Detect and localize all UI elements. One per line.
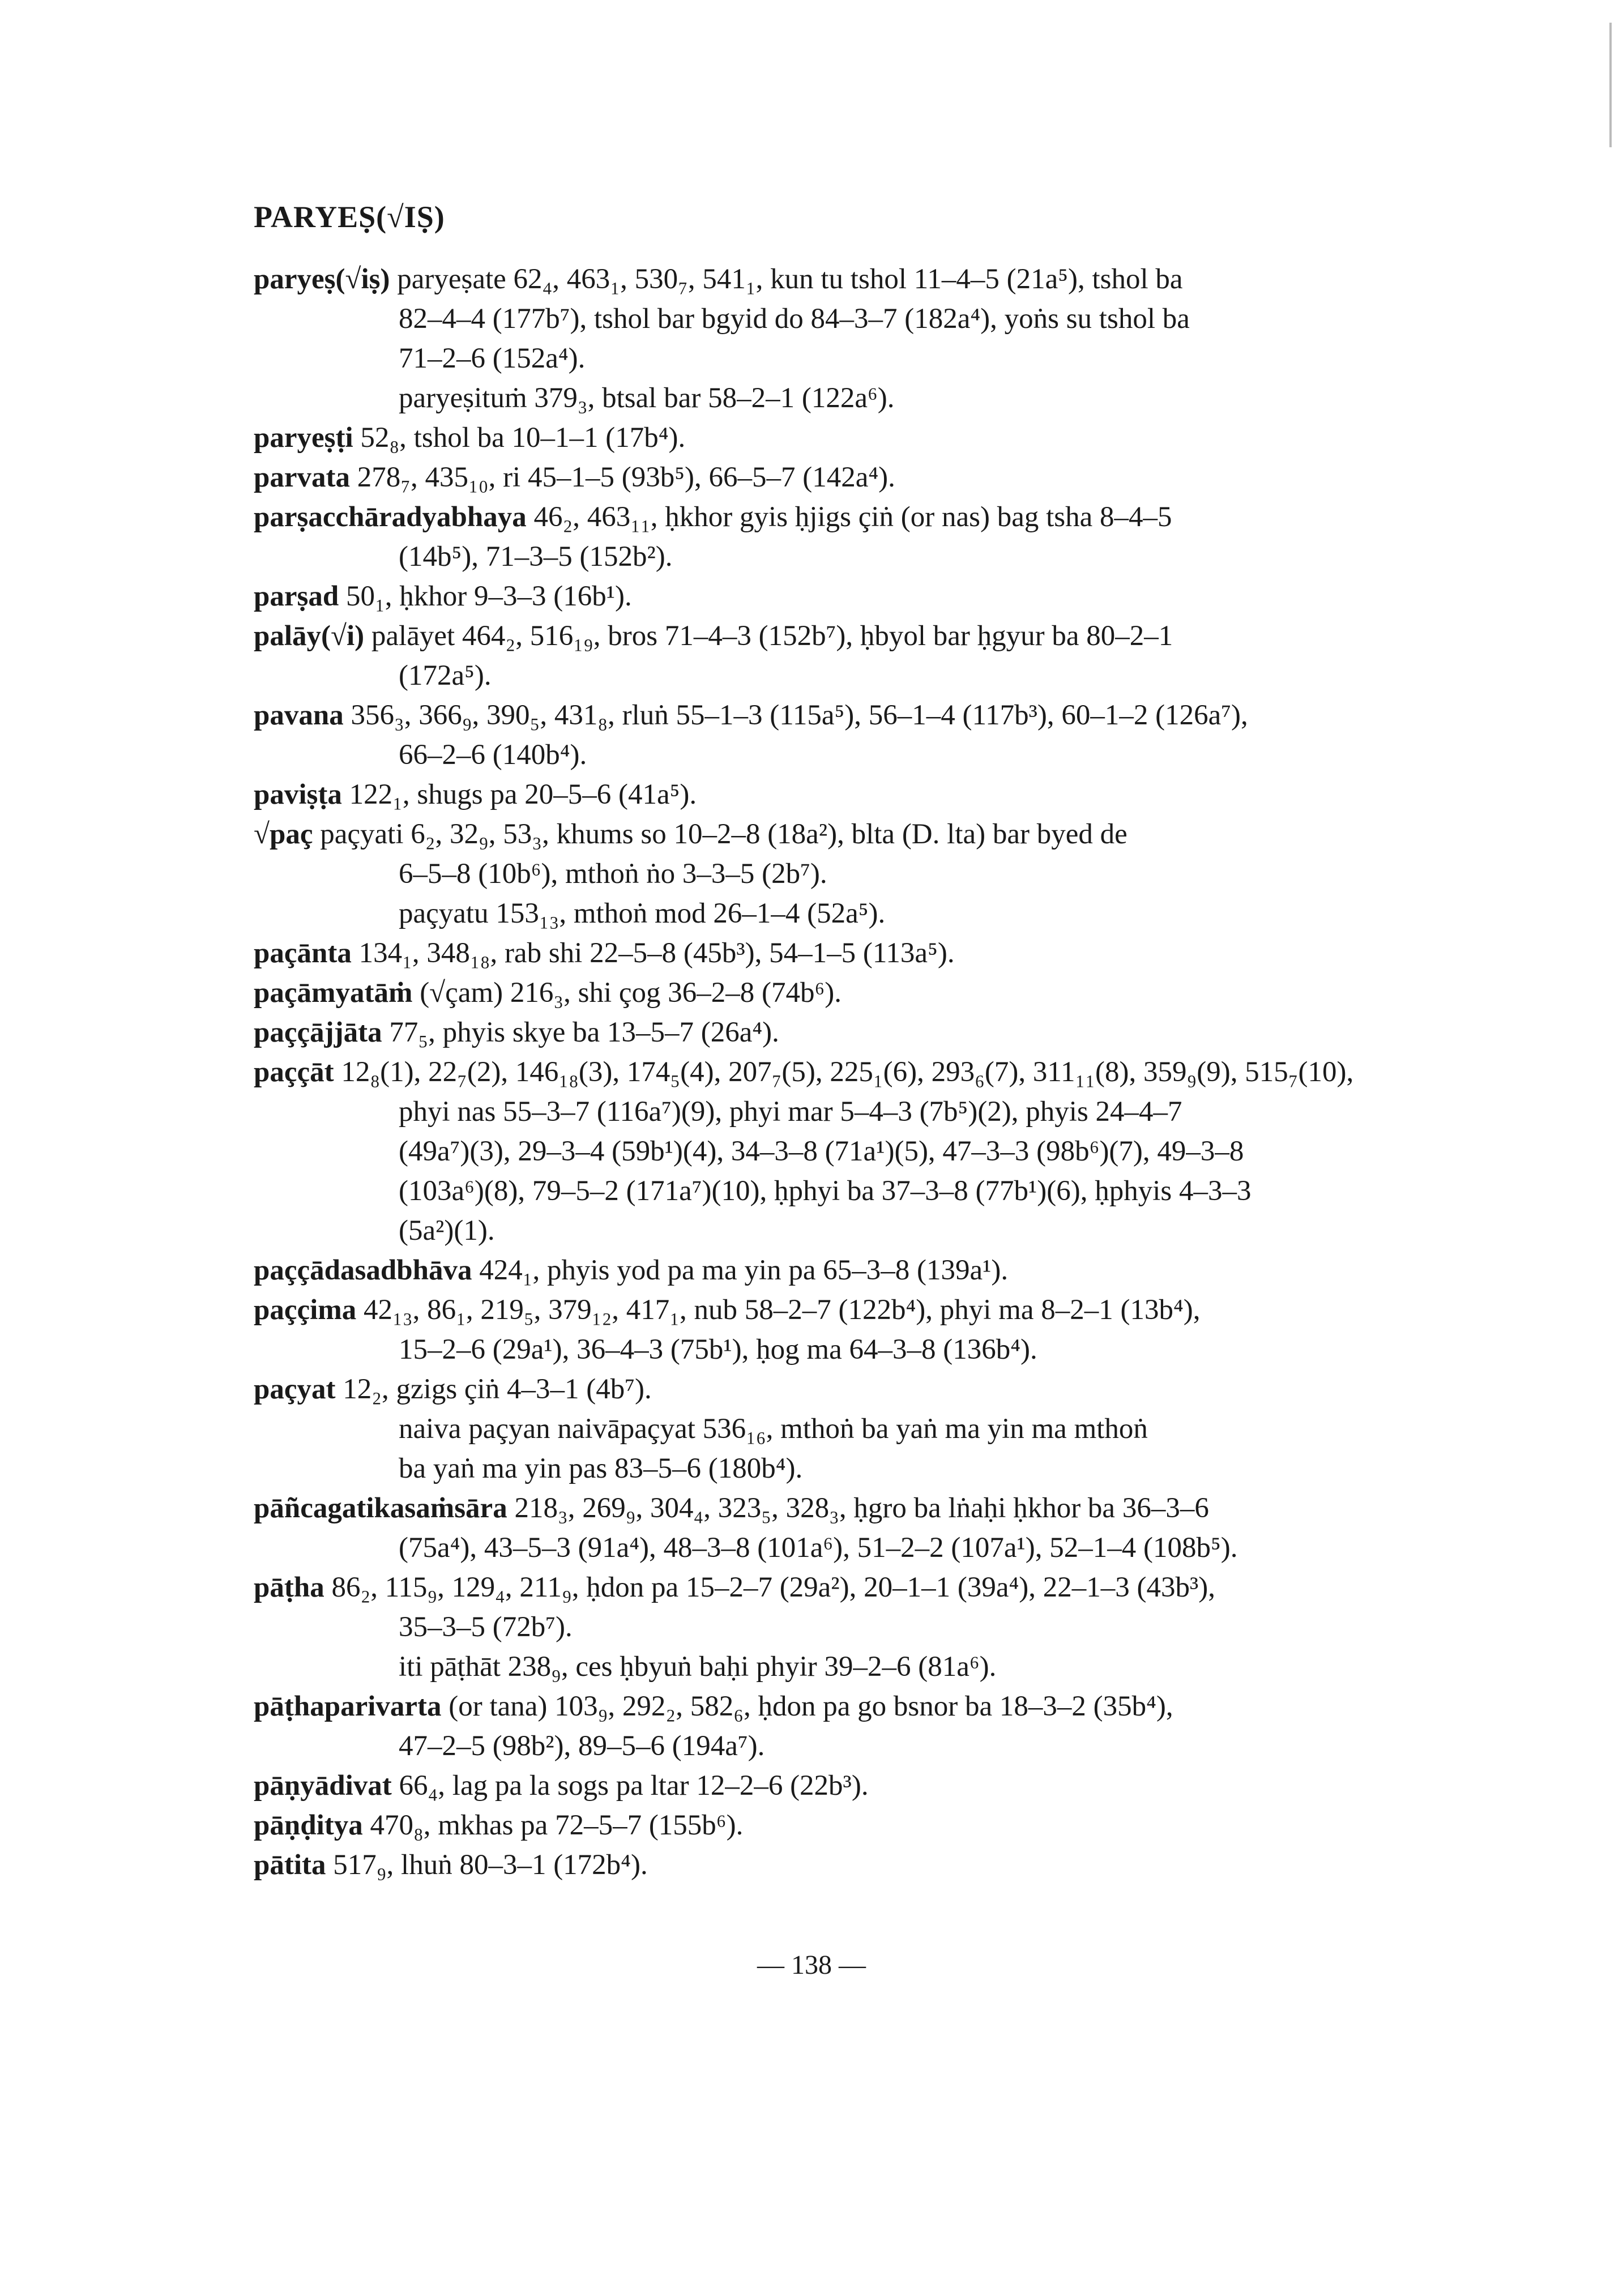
entry-first-line: [254, 1251, 1364, 1290]
headword: paryeṣ(√iṣ): [254, 263, 390, 295]
entry-text: iti pāṭhāt 238₉, ces ḥbyuṅ baḥi phyir 39–2–6 (81a⁶).: [399, 1651, 997, 1683]
headword: parṣad: [254, 581, 339, 612]
entry-first-line: [254, 418, 1364, 458]
entry-text: 66₄, lag pa la sogs pa ltar 12–2–6 (22b³).: [399, 1770, 869, 1802]
dictionary-entry: [254, 933, 1364, 973]
entry-text: (5a²)(1).: [399, 1215, 495, 1247]
headword: palāy(√i): [254, 620, 365, 652]
entry-text: (49a⁷)(3), 29–3–4 (59b¹)(4), 34–3–8 (71a¹)(5), 47–3–3 (98b⁶)(7), 49–3–8: [399, 1136, 1244, 1167]
dictionary-entry: [254, 695, 1364, 775]
dictionary-entry: [254, 1845, 1364, 1885]
entry-text: 46₂, 463₁₁, ḥkhor gyis ḥjigs çiṅ (or nas) bag tsha 8–4–5: [533, 501, 1172, 533]
dictionary-entry: [254, 973, 1364, 1013]
dictionary-entry: [254, 497, 1364, 577]
dictionary-entry: [254, 775, 1364, 814]
dictionary-entry: [254, 1369, 1364, 1488]
entry-first-line: [254, 1766, 1364, 1806]
scan-edge-mark: [1609, 23, 1612, 147]
dictionary-entry: [254, 1806, 1364, 1845]
entry-text: 12₂, gzigs çiṅ 4–3–1 (4b⁷).: [343, 1373, 652, 1405]
entry-first-line: [254, 1687, 1364, 1726]
entry-first-line: [254, 616, 1364, 656]
entry-first-line: [254, 775, 1364, 814]
entry-continuation-line: [254, 1449, 1364, 1488]
headword: paçāmyatāṁ: [254, 977, 413, 1009]
entry-continuation-line: [254, 1211, 1364, 1251]
dictionary-entry: [254, 458, 1364, 497]
entry-continuation-line: [254, 1607, 1364, 1647]
headword: paççāt: [254, 1056, 334, 1088]
entry-first-line: [254, 1568, 1364, 1607]
entry-first-line: [254, 1845, 1364, 1885]
entry-text: 82–4–4 (177b⁷), tshol bar bgyid do 84–3–7 (182a⁴), yoṅs su tshol ba: [399, 303, 1190, 335]
headword: √paç: [254, 818, 313, 850]
entry-text: 66–2–6 (140b⁴).: [399, 739, 587, 771]
entry-continuation-line: [254, 1092, 1364, 1132]
entry-continuation-line: [254, 378, 1364, 418]
headword: pavana: [254, 699, 344, 731]
entry-continuation-line: [254, 1171, 1364, 1211]
entry-continuation-line: [254, 735, 1364, 775]
entry-first-line: [254, 973, 1364, 1013]
entry-continuation-line: [254, 854, 1364, 894]
entry-first-line: [254, 1013, 1364, 1052]
headword: paviṣṭa: [254, 779, 342, 810]
entry-text: 12₈(1), 22₇(2), 146₁₈(3), 174₅(4), 207₇(5), 225₁(6), 293₆(7), 311₁₁(8), 359₉(9), 515₇(10),: [341, 1056, 1354, 1088]
headword: paçānta: [254, 937, 352, 969]
entry-continuation-line: [254, 1132, 1364, 1171]
entry-first-line: [254, 1806, 1364, 1845]
entry-first-line: [254, 1488, 1364, 1528]
entry-first-line: [254, 1290, 1364, 1330]
entry-text: 424₁, phyis yod pa ma yin pa 65–3–8 (139a¹).: [479, 1254, 1009, 1286]
dictionary-entry: [254, 1488, 1364, 1568]
headword: parvata: [254, 462, 350, 493]
entry-text: 218₃, 269₉, 304₄, 323₅, 328₃, ḥgro ba lṅaḥi ḥkhor ba 36–3–6: [514, 1492, 1209, 1524]
entry-text: 50₁, ḥkhor 9–3–3 (16b¹).: [345, 581, 632, 612]
entry-continuation-line: [254, 299, 1364, 339]
entry-text: (75a⁴), 43–5–3 (91a⁴), 48–3–8 (101a⁶), 51–2–2 (107a¹), 52–1–4 (108b⁵).: [399, 1532, 1238, 1564]
entry-continuation-line: [254, 1330, 1364, 1369]
entry-continuation-line: [254, 537, 1364, 577]
entry-text: (14b⁵), 71–3–5 (152b²).: [399, 541, 673, 573]
entry-text: paryeṣate 62₄, 463₁, 530₇, 541₁, kun tu tshol 11–4–5 (21a⁵), tshol ba: [397, 263, 1183, 295]
entry-continuation-line: [254, 1647, 1364, 1687]
entry-first-line: [254, 814, 1364, 854]
entry-continuation-line: [254, 1409, 1364, 1449]
page-number: — 138 —: [757, 1950, 866, 1980]
dictionary-entry: [254, 577, 1364, 616]
dictionary-entry: [254, 1013, 1364, 1052]
entry-text: (or tana) 103₉, 292₂, 582₆, ḥdon pa go bsnor ba 18–3–2 (35b⁴),: [449, 1691, 1173, 1722]
running-header: PARYEṢ(√IṢ): [254, 200, 445, 234]
entry-text: 42₁₃, 86₁, 219₅, 379₁₂, 417₁, nub 58–2–7 (122b⁴), phyi ma 8–2–1 (13b⁴),: [364, 1294, 1201, 1326]
dictionary-entry: [254, 259, 1364, 418]
entry-text: paçyati 6₂, 32₉, 53₃, khums so 10–2–8 (18a²), blta (D. lta) bar byed de: [320, 818, 1127, 850]
headword: paççājjāta: [254, 1017, 382, 1048]
dictionary-entry: [254, 1766, 1364, 1806]
entry-first-line: [254, 1369, 1364, 1409]
entry-text: 134₁, 348₁₈, rab shi 22–5–8 (45b³), 54–1–5 (113a⁵).: [358, 937, 955, 969]
entry-continuation-line: [254, 1528, 1364, 1568]
headword: parṣacchāradyabhaya: [254, 501, 527, 533]
entry-text: phyi nas 55–3–7 (116a⁷)(9), phyi mar 5–4–3 (7b⁵)(2), phyis 24–4–7: [399, 1096, 1182, 1128]
entry-text: naiva paçyan naivāpaçyat 536₁₆, mthoṅ ba yaṅ ma yin ma mthoṅ: [399, 1413, 1148, 1445]
entry-continuation-line: [254, 1726, 1364, 1766]
headword: paççādasadbhāva: [254, 1254, 472, 1286]
headword: pāṇḍitya: [254, 1810, 363, 1841]
dictionary-entry: [254, 1052, 1364, 1251]
entry-text: (172a⁵).: [399, 660, 492, 692]
entry-continuation-line: [254, 894, 1364, 933]
entry-text: 517₉, lhuṅ 80–3–1 (172b⁴).: [333, 1849, 648, 1881]
entry-first-line: [254, 577, 1364, 616]
dictionary-entry: [254, 1290, 1364, 1369]
dictionary-entry: [254, 418, 1364, 458]
entry-text: 356₃, 366₉, 390₅, 431₈, rluṅ 55–1–3 (115a⁵), 56–1–4 (117b³), 60–1–2 (126a⁷),: [351, 699, 1248, 731]
entry-continuation-line: [254, 656, 1364, 695]
entry-text: palāyet 464₂, 516₁₉, bros 71–4–3 (152b⁷), ḥbyol bar ḥgyur ba 80–2–1: [371, 620, 1173, 652]
entry-text: 470₈, mkhas pa 72–5–7 (155b⁶).: [370, 1810, 744, 1841]
entry-first-line: [254, 458, 1364, 497]
dictionary-entry: [254, 1568, 1364, 1687]
headword: pāñcagatikasaṁsāra: [254, 1492, 507, 1524]
entry-text: 71–2–6 (152a⁴).: [399, 343, 586, 374]
entry-first-line: [254, 497, 1364, 537]
headword: pātita: [254, 1849, 326, 1881]
entry-first-line: [254, 695, 1364, 735]
entry-text: 15–2–6 (29a¹), 36–4–3 (75b¹), ḥog ma 64–3–8 (136b⁴).: [399, 1334, 1037, 1365]
entry-text: 278₇, 435₁₀, ri 45–1–5 (93b⁵), 66–5–7 (142a⁴).: [357, 462, 895, 493]
headword: paçyat: [254, 1373, 336, 1405]
headword: pāṇyādivat: [254, 1770, 392, 1802]
headword: paççima: [254, 1294, 357, 1326]
dictionary-entry: [254, 814, 1364, 933]
entry-first-line: [254, 1052, 1364, 1092]
headword: pāṭhaparivarta: [254, 1691, 442, 1722]
entry-first-line: [254, 259, 1364, 299]
entry-continuation-line: [254, 339, 1364, 378]
dictionary-entry: [254, 1251, 1364, 1290]
entry-text: 52₈, tshol ba 10–1–1 (17b⁴).: [360, 422, 686, 454]
dictionary-entries: [254, 259, 1364, 1885]
entry-text: 122₁, shugs pa 20–5–6 (41a⁵).: [349, 779, 697, 810]
headword: paryeṣṭi: [254, 422, 353, 454]
entry-text: 35–3–5 (72b⁷).: [399, 1611, 573, 1643]
entry-text: ba yaṅ ma yin pas 83–5–6 (180b⁴).: [399, 1453, 803, 1484]
entry-text: 86₂, 115₉, 129₄, 211₉, ḥdon pa 15–2–7 (29a²), 20–1–1 (39a⁴), 22–1–3 (43b³),: [331, 1572, 1215, 1603]
entry-text: paçyatu 153₁₃, mthoṅ mod 26–1–4 (52a⁵).: [399, 898, 886, 929]
dictionary-entry: [254, 1687, 1364, 1766]
entry-text: (√çam) 216₃, shi çog 36–2–8 (74b⁶).: [420, 977, 842, 1009]
entry-text: (103a⁶)(8), 79–5–2 (171a⁷)(10), ḥphyi ba 37–3–8 (77b¹)(6), ḥphyis 4–3–3: [399, 1175, 1252, 1207]
entry-text: paryeṣituṁ 379₃, btsal bar 58–2–1 (122a⁶).: [399, 382, 895, 414]
entry-text: 6–5–8 (10b⁶), mthoṅ ṅo 3–3–5 (2b⁷).: [399, 858, 827, 890]
entry-first-line: [254, 933, 1364, 973]
headword: pāṭha: [254, 1572, 324, 1603]
entry-text: 47–2–5 (98b²), 89–5–6 (194a⁷).: [399, 1730, 765, 1762]
dictionary-entry: [254, 616, 1364, 695]
entry-text: 77₅, phyis skye ba 13–5–7 (26a⁴).: [389, 1017, 779, 1048]
